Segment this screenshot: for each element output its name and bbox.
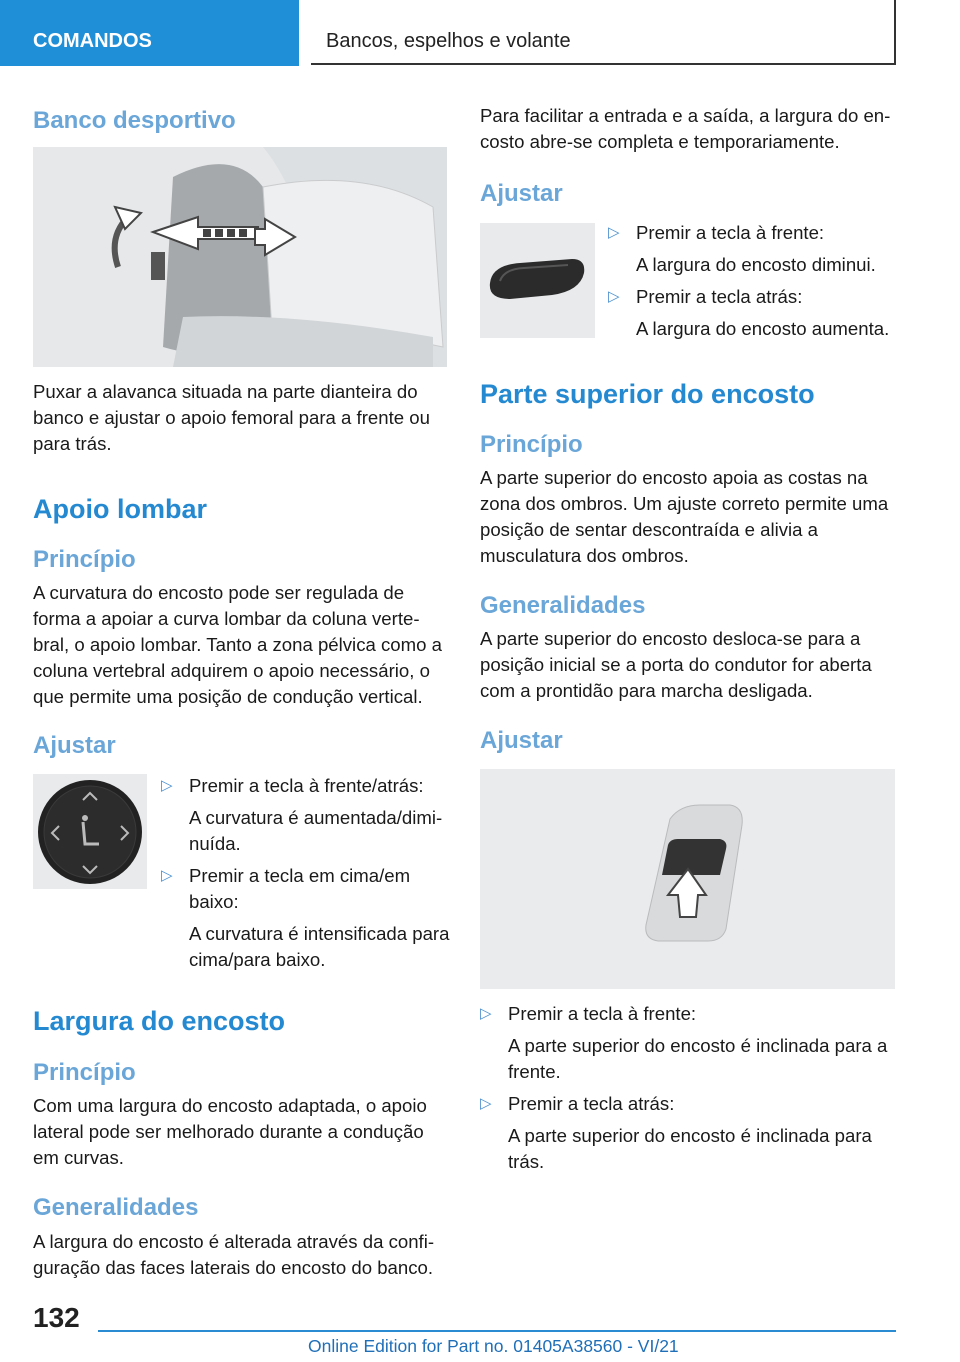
apoio-lombar-text: A curvatura do encosto pode ser regulada de forma a apoiar a curva lombar da coluna verte-bral, o apoio lombar. Tanto a zona pélvica como a coluna vertebral adquirem o apoio necessário, o que permite uma posição de condução vertical. [33,582,442,707]
step-superior-1 [480,1001,898,1085]
chapter-header [311,0,896,65]
step-lombar-2 [161,863,451,973]
section-tab [0,0,299,66]
lumbar-control-illustration [33,774,147,889]
steps-superior [480,1001,898,1175]
generalidades-largura-text: A largura do encosto é alterada através da confi-guração das faces laterais do encosto do banco. [33,1231,435,1278]
step-lombar-1 [161,773,451,857]
steps-lombar [161,773,451,973]
step-result: A parte superior do encosto é inclinada para trás. [508,1125,872,1172]
footer-divider [98,1330,896,1332]
triangle-bullet-icon: ▷ [161,867,173,884]
step-action: Premir a tecla em cima/em baixo: [189,865,411,912]
entrada-saida-text: Para facilitar a entrada e a saída, a largura do en-costo abre-se completa e temporariamente. [480,105,891,152]
section-title: COMANDOS [33,30,152,52]
largura-encosto-text: Com uma largura do encosto adaptada, o apoio lateral pode ser melhorado durante a condução em curvas. [33,1095,427,1168]
banco-desportivo-text: Puxar a alavanca situada na parte dianteira do banco e ajustar o apoio femoral para a frente ou para trás. [33,381,430,454]
heading-generalidades-superior: Generalidades [480,592,646,619]
triangle-bullet-icon: ▷ [608,224,620,241]
generalidades-superior-text: A parte superior do encosto desloca-se para a posição inicial se a porta do condutor for aberta com a prontidão para marcha desligada. [480,628,872,701]
step-result: A parte superior do encosto é inclinada para a frente. [508,1035,888,1082]
lumbar-switch-icon [33,774,147,889]
step-action: Premir a tecla atrás: [508,1093,675,1114]
heading-principio-lombar: Princípio [33,546,136,573]
parte-superior-text: A parte superior do encosto apoia as costas na zona dos ombros. Um ajuste correto permite uma posição de sentar descontraída e alivia a musculatura dos ombros. [480,467,889,566]
page-number: 132 [33,1302,80,1333]
seat-lever-illustration [33,147,447,367]
step-action: Premir a tecla à frente: [636,222,825,243]
triangle-bullet-icon: ▷ [161,777,173,794]
heading-parte-superior: Parte superior do encosto [480,379,815,409]
width-switch-illustration [480,223,595,338]
heading-principio-superior: Princípio [480,431,583,458]
step-action: Premir a tecla atrás: [636,286,803,307]
step-largura-2 [608,284,898,342]
triangle-bullet-icon: ▷ [608,288,620,305]
step-superior-2 [480,1091,898,1175]
step-result: A largura do encosto aumenta. [636,318,890,339]
heading-banco-desportivo: Banco desportivo [33,107,236,134]
heading-ajustar-largura: Ajustar [480,180,563,207]
chapter-title: Bancos, espelhos e volante [326,30,571,52]
width-switch-icon [480,223,595,338]
heading-ajustar-superior: Ajustar [480,727,563,754]
triangle-bullet-icon: ▷ [480,1095,492,1112]
step-action: Premir a tecla à frente/atrás: [189,775,424,796]
heading-principio-largura: Princípio [33,1059,136,1086]
edition-info: Online Edition for Part no. 01405A38560 - VI/21 [308,1336,679,1356]
heading-generalidades-largura: Generalidades [33,1194,199,1221]
step-result: A largura do encosto diminui. [636,254,876,275]
step-largura-1 [608,220,898,278]
upper-backrest-switch-icon [480,769,895,989]
step-action: Premir a tecla à frente: [508,1003,697,1024]
step-result: A curvatura é intensificada para cima/para baixo. [189,923,450,970]
step-result: A curvatura é aumentada/dimi-nuída. [189,807,443,854]
steps-largura [608,220,898,342]
heading-apoio-lombar: Apoio lombar [33,494,207,524]
triangle-bullet-icon: ▷ [480,1005,492,1022]
seat-lever-icon [33,147,447,367]
heading-ajustar-lombar: Ajustar [33,732,116,759]
heading-largura-encosto: Largura do encosto [33,1006,286,1036]
upper-backrest-switch-illustration [480,769,895,989]
